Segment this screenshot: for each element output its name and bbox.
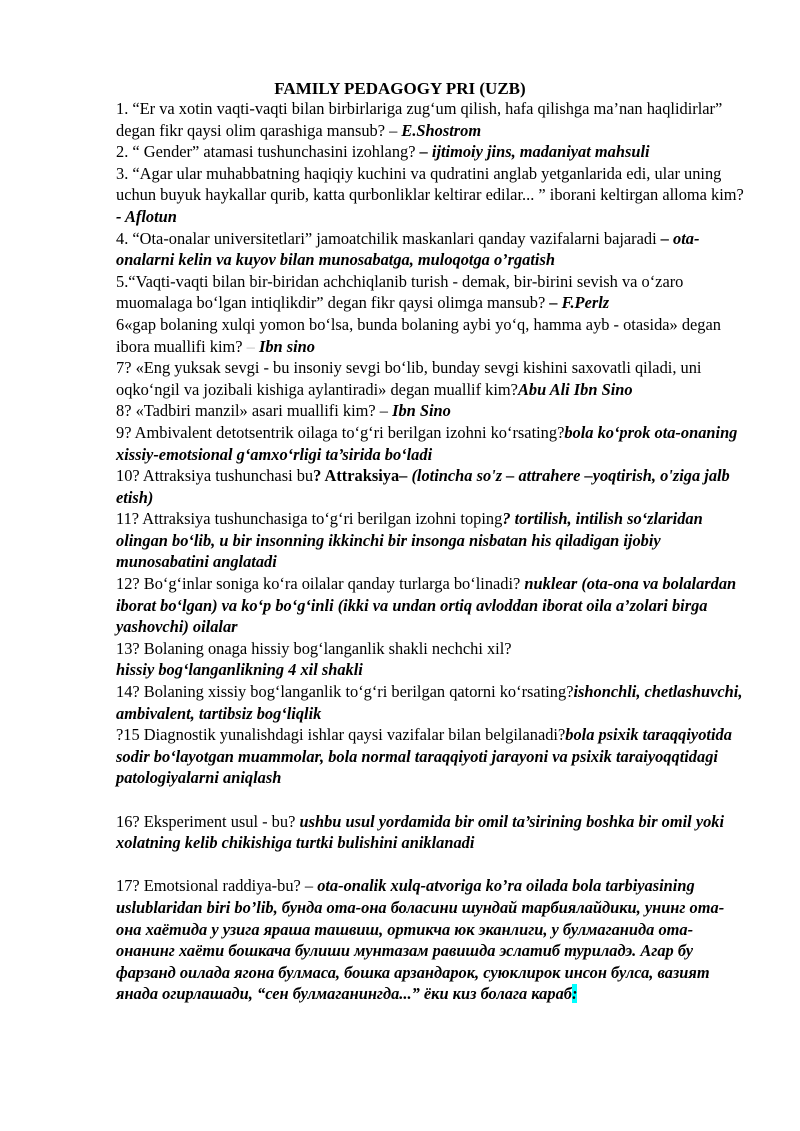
answer-text: ushbu usul yordamida bir omil ta’sirining boshka bir omil yoki xolatning kelib chikishiga turtki bulishini aniklanadi	[116, 811, 725, 853]
question-text: 8? «Tadbiri manzil» asari muallifi kim? –	[116, 401, 393, 421]
question-14	[116, 681, 748, 724]
faint-dash: –	[246, 336, 255, 356]
question-text: 2. “ Gender” atamasi tushunchasini izohlang?	[116, 142, 420, 162]
answer-text: bola psixik taraqqiyotida sodir bo‘layotgan muammolar, bola normal taraqqiyoti jarayoni va psixik taraiyoqqtidagi patologiyalarni aniqlash	[116, 725, 732, 788]
question-text: 5.“Vaqti-vaqti bilan bir-biridan achchiqlanib turish - demak, bir-birini sevish va o‘zaro muomalaga bo‘lgan intiqlikdir” degan fikr qaysi olimga mansub?	[116, 271, 684, 313]
question-text: ?15 Diagnostik yunalishdagi ishlar qaysi vazifalar bilan belgilanadi?	[116, 725, 566, 745]
question-3	[116, 163, 748, 228]
question-6	[116, 314, 748, 357]
question-2	[116, 141, 748, 163]
answer-text: nuklear (ota-ona va bolalardan iborat bo‘lgan) va ko‘p bo‘g‘inli (ikki va undan ortiq avloddan iborat oila a’zolari birga yashovchi) oilalar	[116, 574, 737, 637]
document-body	[116, 98, 748, 1005]
question-1	[116, 98, 748, 141]
question-11	[116, 508, 748, 573]
question-8	[116, 400, 748, 422]
question-17	[116, 875, 748, 1005]
question-13	[116, 638, 748, 681]
question-text: 12? Bo‘g‘inlar soniga ko‘ra oilalar qanday turlarga bo‘linadi?	[116, 574, 525, 594]
question-text: 3. “Agar ular muhabbatning haqiqiy kuchini va qudratini anglab yetganlarida edi, ular uning uchun buyuk haykallar qurib, katta qurbonliklar keltirar edilar... ” iborani keltirgan alloma kim?	[116, 163, 744, 205]
question-16	[116, 811, 748, 854]
question-10	[116, 465, 748, 508]
answer-text: ota-onalik xulq-atvoriga ko’ra oilada bola tarbiyasining uslublaridan biri bo’lib, бунда ота-она боласини шундай тарбиялайдики, унинг ота-она хаётида у узига яраша ташвиш, ортикча юк эканлиги, у булмаганида ота-онанинг хаёти бошкача булиши мунтазам равишда эслатиб туриладэ. Агар бу фарзанд оилада ягона булмаса, бошка арзандарок, суюклирок инсон булса, вазият янада огирлашади, “сен булмаганингда...” ёки киз болага караб	[116, 876, 725, 1004]
answer-text: – F.Perlz	[549, 293, 610, 313]
answer-text: - Aflotun	[116, 206, 177, 226]
paragraph-gap	[116, 789, 748, 811]
answer-text: (lotincha so'z – attrahere –yoqtirish, o'ziga jalb etish)	[116, 466, 730, 507]
question-text: 10? Attraksiya tushunchasi bu	[116, 466, 314, 486]
answer-text: – ota-onalarni kelin va kuyov bilan munosabatga, muloqotga o’rgatish	[116, 228, 700, 270]
answer-text: hissiy bog‘langanlikning 4 xil shakli	[116, 660, 363, 680]
question-15	[116, 724, 748, 789]
answer-text: Abu Ali Ibn Sino	[517, 379, 633, 399]
answer-text: E.Shostrom	[401, 120, 482, 140]
answer-text: Ibn Sino	[392, 401, 451, 421]
question-text: 13? Bolaning onaga hissiy bog‘langanlik shakli nechchi xil?	[116, 638, 512, 658]
answer-text: – ijtimoiy jins, madaniyat mahsuli	[419, 142, 650, 162]
question-text: 9? Ambivalent detotsentrik oilaga to‘g‘ri berilgan izohni ko‘rsating?	[116, 422, 565, 442]
question-12	[116, 573, 748, 638]
question-text: 16? Eksperiment usul - bu?	[116, 811, 300, 831]
page-title: FAMILY PEDAGOGY PRI (UZB)	[274, 79, 526, 98]
answer-text: ishonchli, chetlashuvchi, ambivalent, tartibsiz bog‘liqlik	[116, 682, 743, 723]
question-text: 11? Attraksiya tushunchasiga to‘g‘ri berilgan izohni toping	[116, 509, 503, 529]
question-text: 17? Emotsional raddiya-bu? –	[116, 876, 318, 896]
question-text: 1. “Er va xotin vaqti-vaqti bilan birbirlariga zug‘um qilish, hafa qilishga ma’nan haqlidirlar” degan fikr qaysi olim qarashiga mansub? –	[116, 99, 723, 140]
answer-text: Ibn sino	[254, 336, 315, 356]
question-text: 6«gap bolaning xulqi yomon bo‘lsa, bunda bolaning aybi yo‘q, hamma ayb - otasida» degan ibora muallifi kim?	[116, 314, 721, 356]
question-4	[116, 228, 748, 271]
answer-text: ? tortilish, intilish so‘zlaridan olingan bo‘lib, u bir insonning ikkinchi bir insonga nisbatan his qiladigan ijobiy munosabatini anglatadi	[116, 509, 703, 572]
question-7	[116, 357, 748, 400]
highlighted-colon: :	[571, 984, 578, 1004]
question-text: 4. “Ota-onalar universitetlari” jamoatchilik maskanlari qanday vazifalarni bajaradi	[116, 228, 661, 248]
question-text: 14? Bolaning xissiy bog‘langanlik to‘g‘ri berilgan qatorni ko‘rsating?	[116, 682, 574, 702]
question-9	[116, 422, 748, 465]
answer-text: bola ko‘prok ota-onaning xissiy-emotsional g‘amxo‘rligi ta’sirida bo‘ladi	[116, 422, 738, 464]
paragraph-gap	[116, 854, 748, 876]
question-5	[116, 271, 748, 314]
question-text: 7? «Eng yuksak sevgi - bu insoniy sevgi bo‘lib, bunday sevgi kishini saxovatli qiladi, uni oqko‘ngil va jozibali kishiga aylantiradi» degan muallif kim?	[116, 358, 702, 399]
bold-term: ? Attraksiya–	[313, 466, 412, 486]
